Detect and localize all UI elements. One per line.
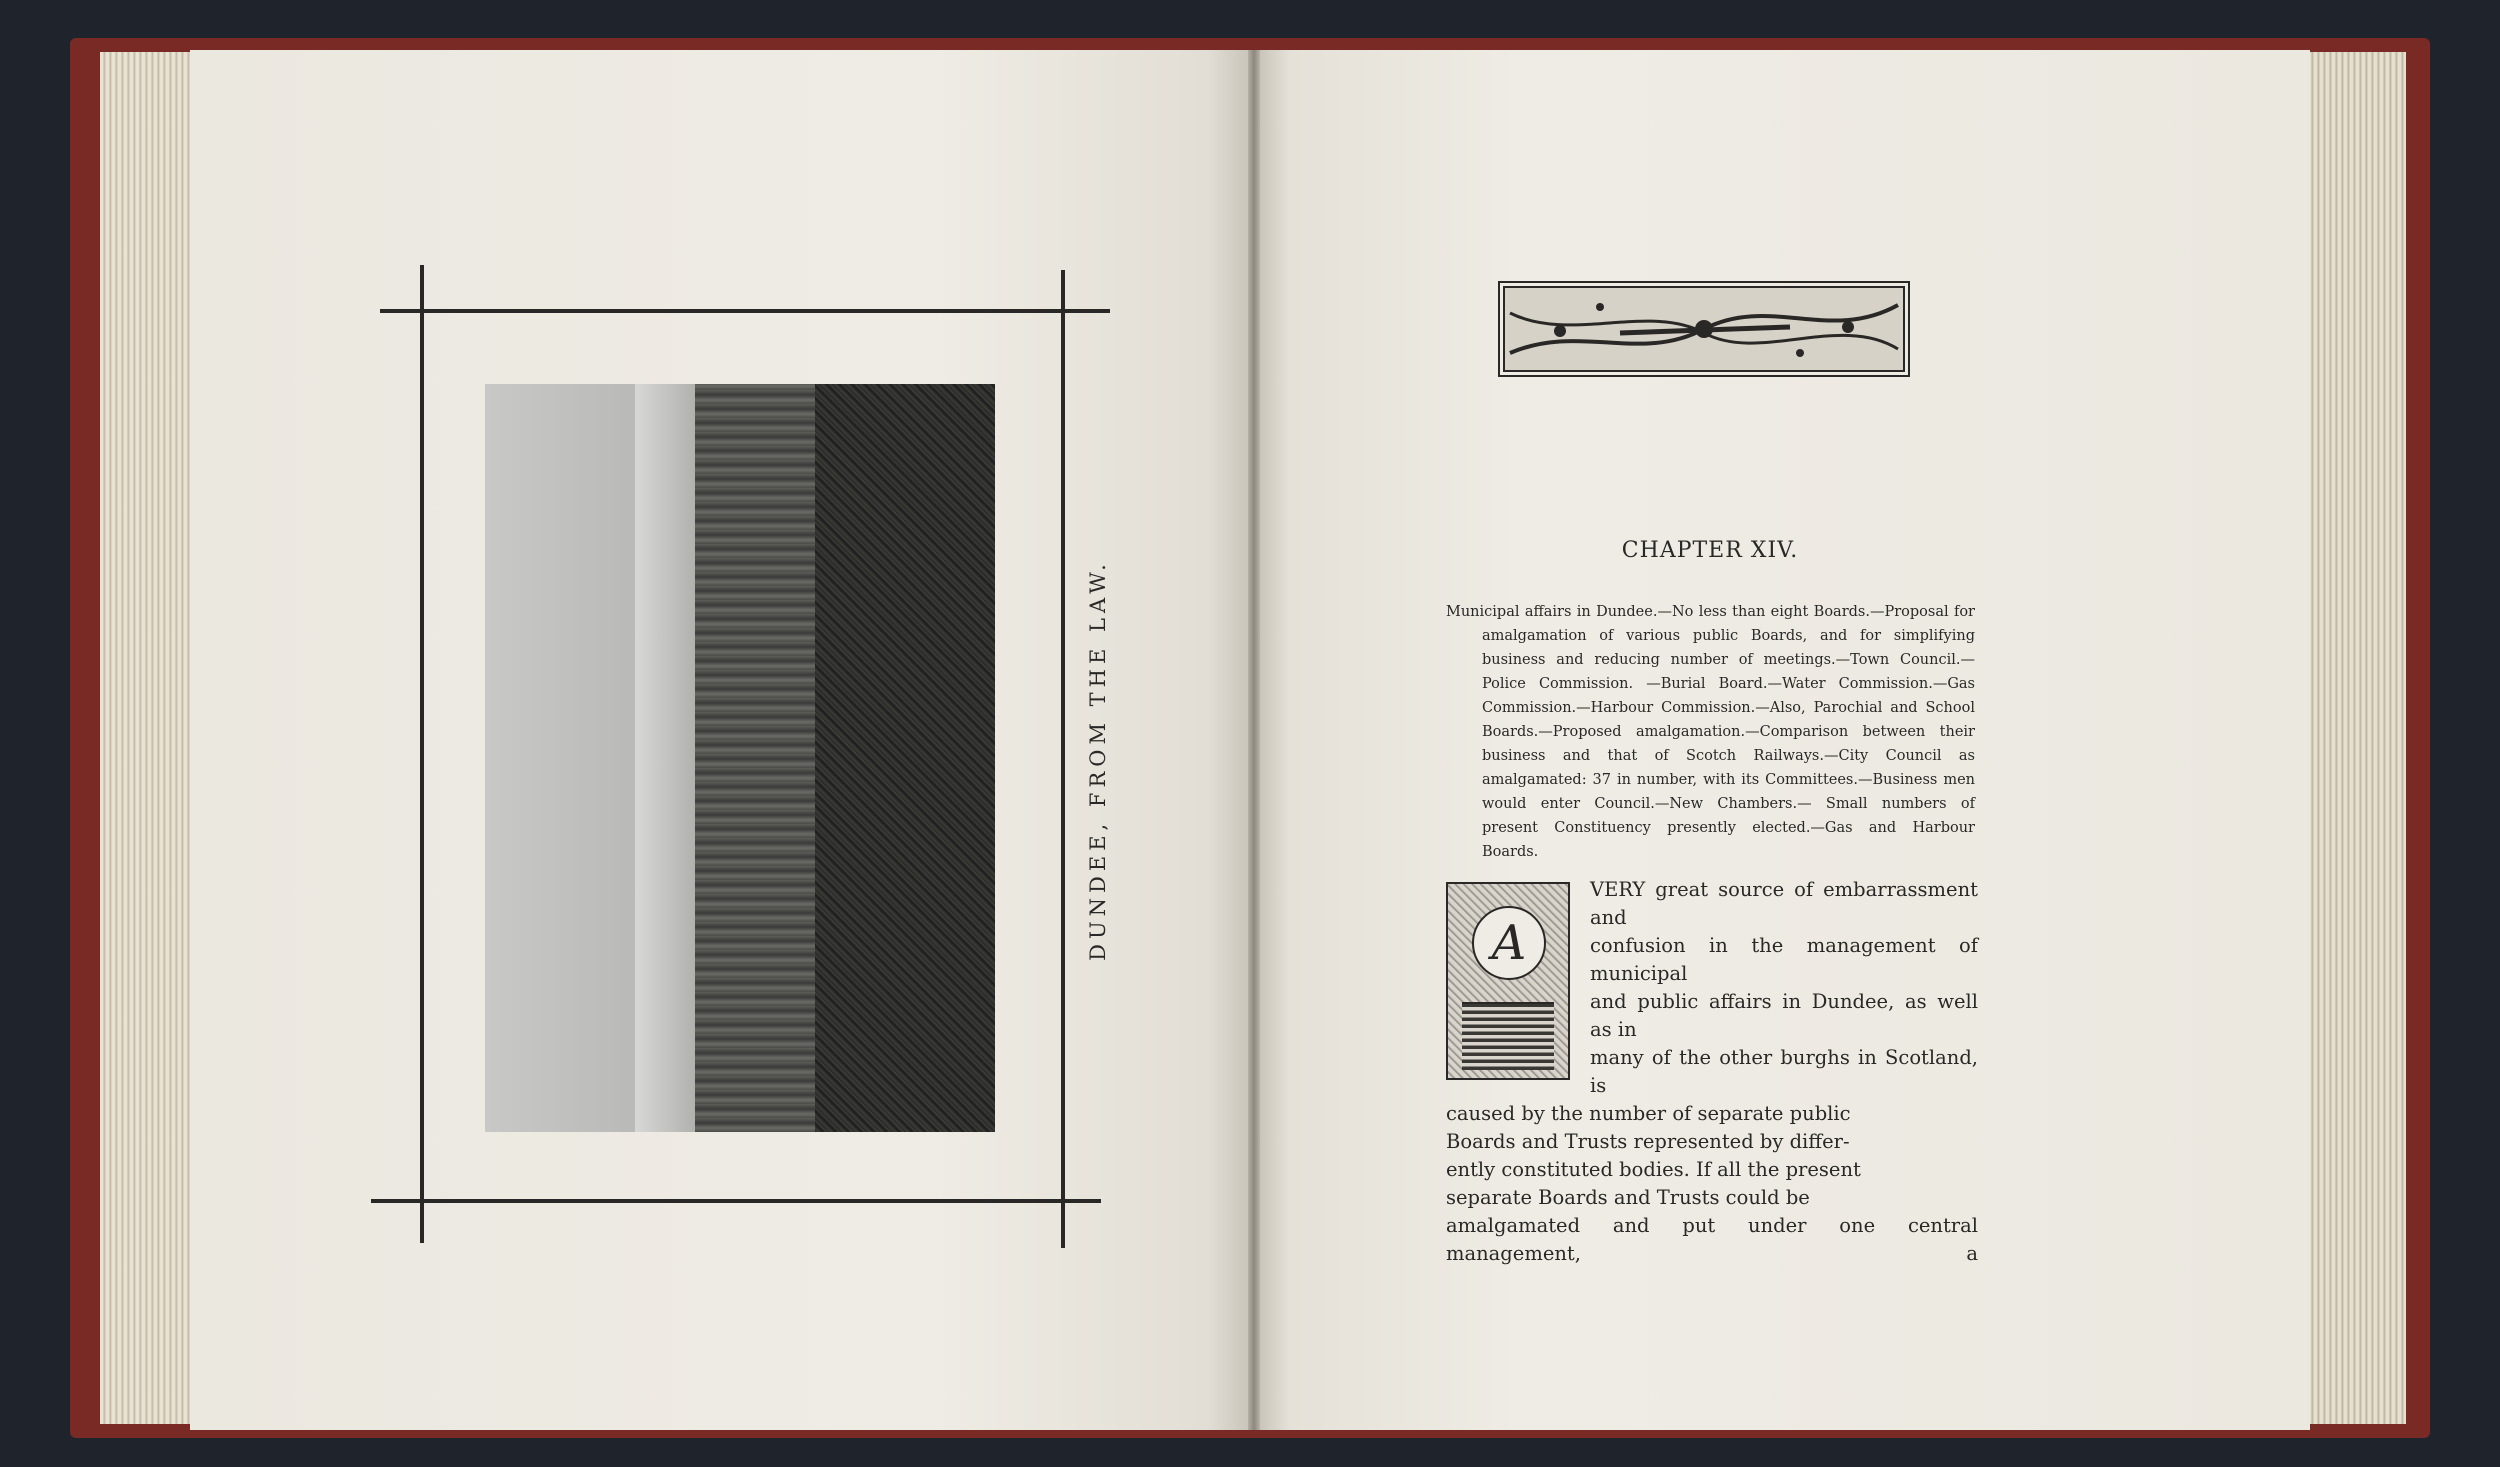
drop-cap-letter: A: [1472, 906, 1546, 980]
chapter-title: CHAPTER XIV.: [1621, 538, 1799, 563]
page-edges-right: [2308, 52, 2406, 1424]
body-line: and public affairs in Dundee, as well as in: [1590, 990, 1978, 1041]
plate-caption: DUNDEE, FROM THE LAW.: [1086, 559, 1110, 961]
body-line: caused by the number of separate public: [1446, 1102, 1851, 1125]
frame-rule-right: [1061, 270, 1065, 1248]
body-line: ently constituted bodies. If all the present: [1446, 1158, 1861, 1181]
chapter-summary: Municipal affairs in Dundee.—No less than eight Boards.—Proposal for amalgamation of various public Boards, and for simplifying business and reducing number of meetings.—Town Council.—Police Commission. —Burial Board.—Water Commission.—Gas Commission.—Harbour Commission.—Also, Parochial and School Boards.—Proposed amalgamation.—Comparison between their business and that of Scotch Railways.—City Council as amalgamated: 37 in number, with its Committees.—Business men would enter Council.—New Chambers.— Small numbers of present Constituency presently elected.—Gas and Harbour Boards.: [1446, 604, 1975, 860]
frame-rule-top: [380, 309, 1110, 313]
chapter-body: [1446, 876, 1978, 1268]
body-line: many of the other burghs in Scotland, is: [1590, 1046, 1978, 1097]
photo-cityscape: [695, 384, 825, 1132]
body-line: Boards and Trusts represented by differ-: [1446, 1130, 1850, 1153]
photo-foreground: [815, 384, 995, 1132]
body-line: amalgamated and put under one central management, a: [1446, 1214, 1978, 1265]
dundee-photograph: [485, 384, 995, 1132]
drop-cap-vase-icon: [1462, 1002, 1554, 1070]
body-line: separate Boards and Trusts could be: [1446, 1186, 1810, 1209]
page-edges-left: [100, 52, 195, 1424]
chapter-ornament: [1498, 281, 1910, 377]
book-gutter: [1248, 50, 1260, 1430]
frame-rule-bottom: [371, 1199, 1101, 1203]
body-line: VERY great source of embarrassment and: [1590, 878, 1978, 929]
body-line: confusion in the management of municipal: [1590, 934, 1978, 985]
drop-cap: [1446, 882, 1570, 1080]
frame-rule-left: [420, 265, 424, 1243]
ornament-foliage-icon: [1500, 283, 1908, 375]
